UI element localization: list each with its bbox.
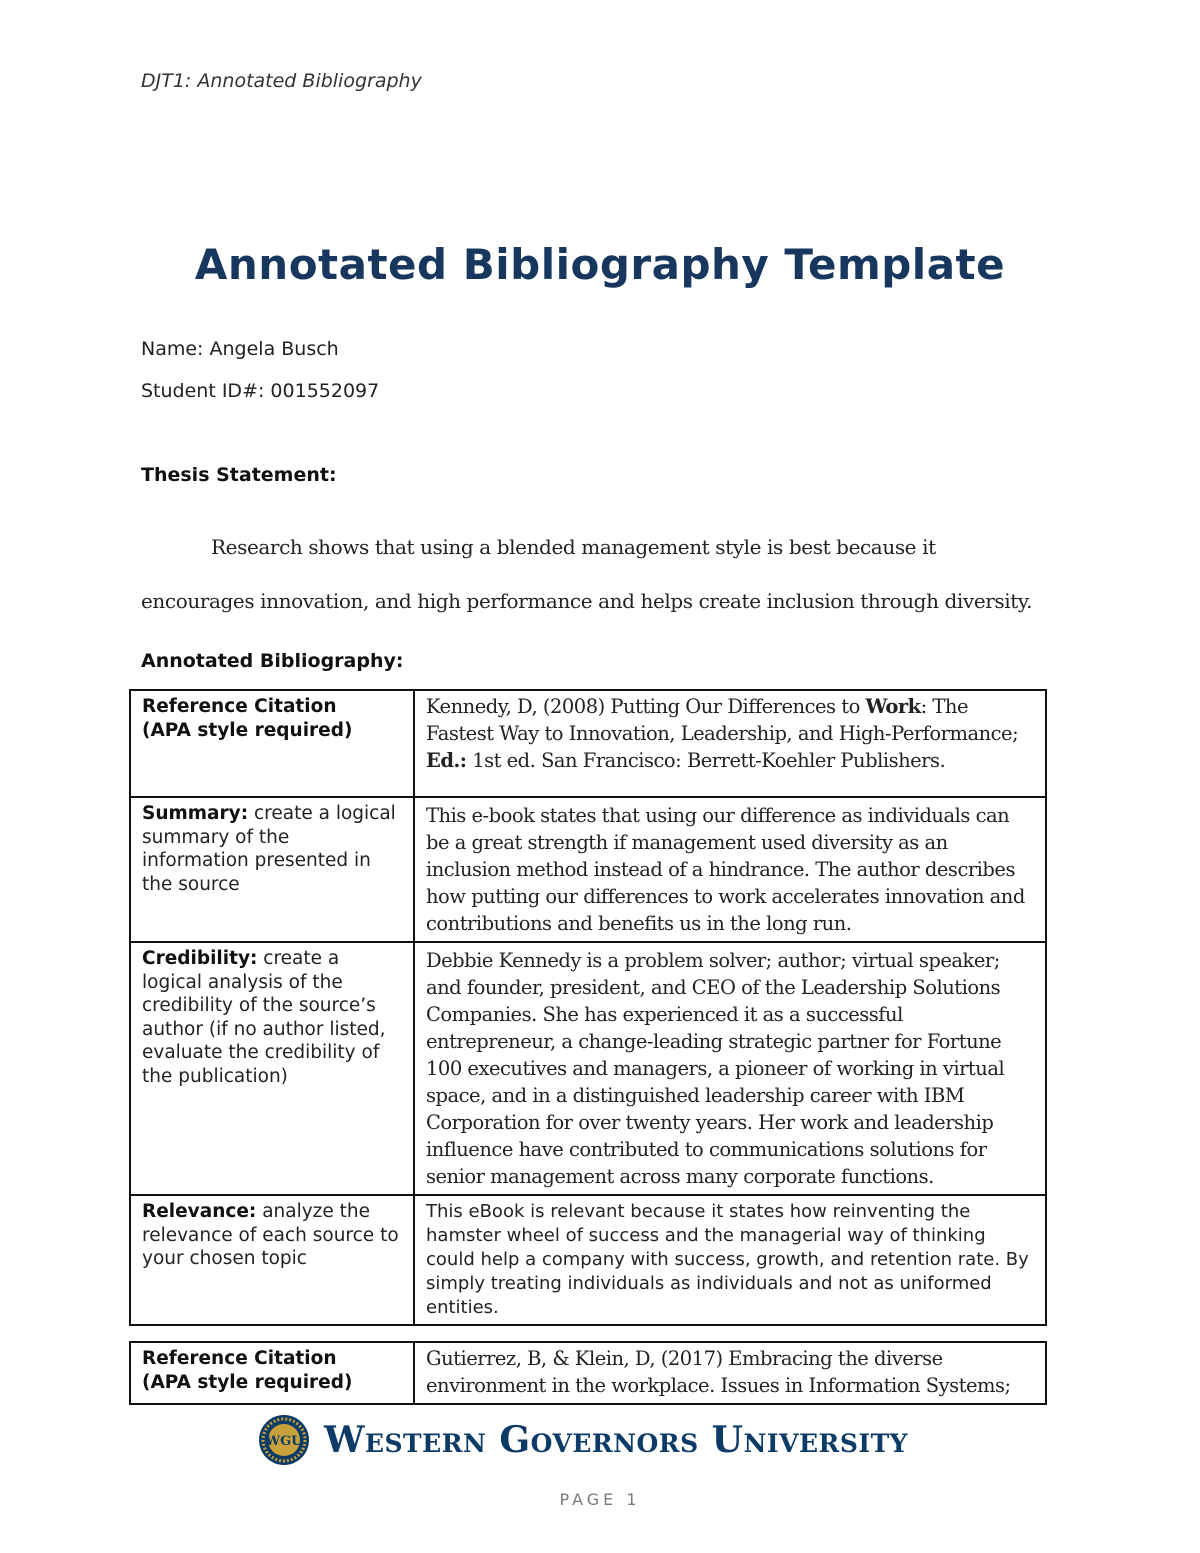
university-seal-icon [258,1414,310,1466]
wgu-name: Western Governors University [324,1419,909,1461]
bibliography-table-2 [129,1341,1047,1405]
summary-hint: create a logical summary of the information presented in the source [142,803,396,895]
relevance-row [130,1195,1046,1325]
relevance-text: This eBook is relevant because it states how reinventing the hamster wheel of success and the managerial way of thinking could help a company with success, growth, and retention rate. By simply treating individuals as individuals and not as uniformed entities. [414,1195,1046,1325]
thesis-text: Research shows that using a blended management style is best because it encourages innovation, and high performance and helps create inclusion through diversity. [141,535,1033,613]
summary-text: This e-book states that using our difference as individuals can be a great strength if management used diversity as an inclusion method instead of a hindrance. The author describes how putting our differences to work accelerates innovation and contributions and benefits us in the long run. [414,797,1046,942]
citation-text-c: : The Fastest Way to Innovation, Leadership, and High-Performance; [426,695,1019,745]
citation-label-cell [130,690,414,797]
summary-row [130,797,1046,942]
credibility-label-cell [130,942,414,1195]
citation-label-apa-2: (APA style required) [142,1371,353,1393]
bibliography-table-1 [129,689,1047,1326]
student-name: Name: Angela Busch [141,338,339,360]
credibility-hint: create a logical analysis of the credibility of the source’s author (if no author listed, evaluate the credibility of the publication) [142,948,386,1087]
summary-label: Summary: [142,803,249,824]
credibility-row [130,942,1046,1195]
citation-label: Reference Citation [142,696,337,717]
bibliography-heading: Annotated Bibliography: [141,650,404,672]
credibility-label: Credibility: [142,948,258,969]
citation-row-2 [130,1342,1046,1404]
relevance-label: Relevance: [142,1201,257,1222]
citation-text-2: Gutierrez, B, & Klein, D, (2017) Embracing the diverse environment in the workplace. Issues in Information Systems; [414,1342,1046,1404]
document-title: Annotated Bibliography Template [194,240,1006,289]
relevance-hint: analyze the relevance of each source to your chosen topic [142,1201,399,1269]
page-header: DJT1: Annotated Bibliography [141,70,422,92]
credibility-text: Debbie Kennedy is a problem solver; author; virtual speaker; and founder, president, and CEO of the Leadership Solutions Companies. She has experienced it as a successful entrepreneur, a change-leading strategic partner for Fortune 100 executives and managers, a pioneer of working in virtual space, and in a distinguished leadership career with IBM Corporation for over twenty years. Her work and leadership influence have contributed to communications solutions for senior management across many corporate functions. [414,942,1046,1195]
relevance-label-cell [130,1195,414,1325]
citation-label-2: Reference Citation [142,1348,337,1369]
citation-text-b: Work [865,695,921,718]
wgu-logo [258,1412,908,1468]
page-number: PAGE 1 [559,1490,641,1509]
citation-value-cell [414,690,1046,797]
citation-label-apa: (APA style required) [142,719,353,741]
summary-label-cell [130,797,414,942]
citation-text-e: 1st ed. San Francisco: Berrett-Koehler Publishers. [466,749,946,772]
citation-row [130,690,1046,797]
thesis-heading: Thesis Statement: [141,464,337,486]
citation-text-a: Kennedy, D, (2008) Putting Our Differences to [426,695,866,718]
citation-text-d: Ed.: [426,749,467,772]
seal-text: WGU [265,1434,303,1449]
student-id: Student ID#: 001552097 [141,380,380,402]
citation-label-cell-2 [130,1342,414,1404]
